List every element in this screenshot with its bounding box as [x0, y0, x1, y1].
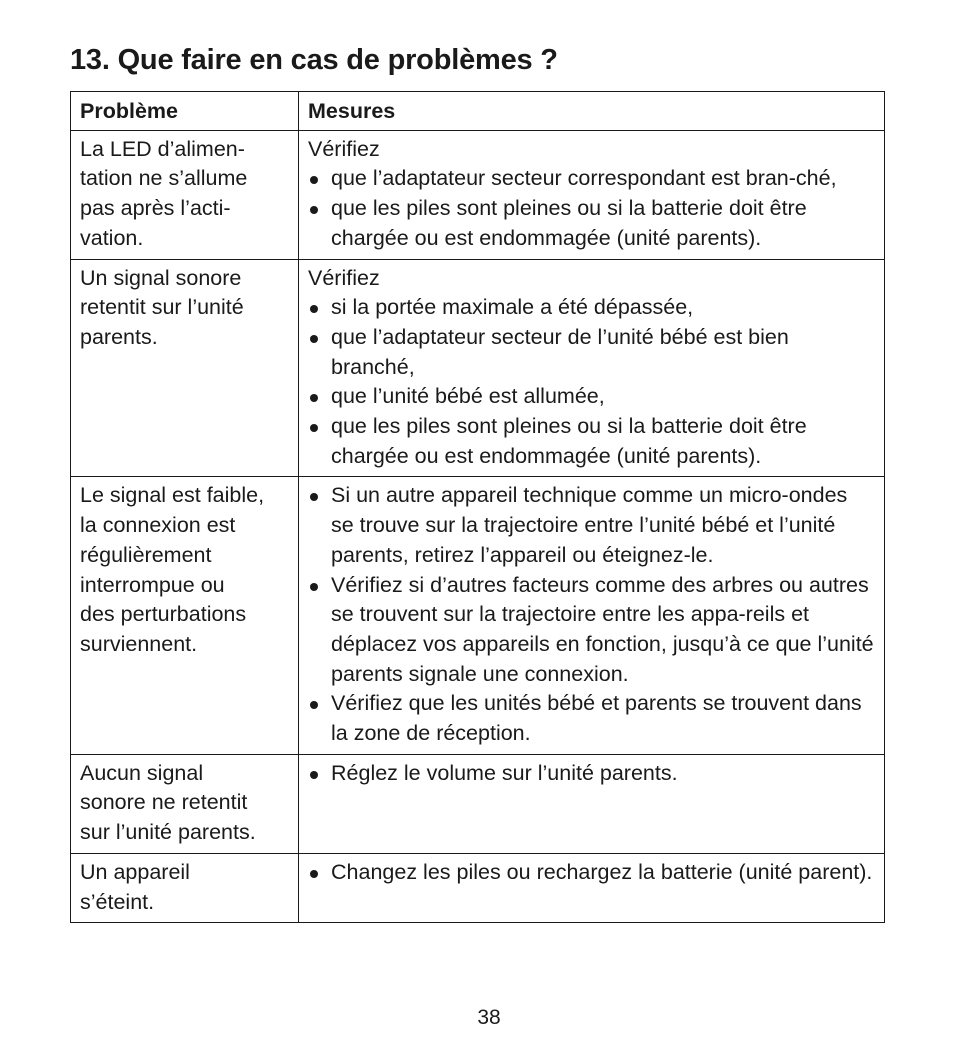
- measures-list: [308, 293, 875, 471]
- page-number: 38: [477, 1006, 501, 1029]
- measures-cell: [299, 259, 885, 477]
- list-item: Réglez le volume sur l’unité parents.: [308, 759, 875, 789]
- problem-cell: [71, 754, 299, 853]
- problem-text: Un appareil s’éteint.: [80, 859, 190, 914]
- measures-cell: [299, 130, 885, 259]
- measures-intro: Vérifiez: [308, 265, 380, 290]
- problem-text: Aucun signal sonore ne retentit sur l’unité parents.: [80, 760, 256, 845]
- problem-cell: [71, 477, 299, 754]
- list-item: Vérifiez que les unités bébé et parents se trouvent dans la zone de réception.: [308, 689, 875, 748]
- measures-cell: [299, 853, 885, 922]
- problem-text: Un signal sonore retentit sur l’unité parents.: [80, 265, 244, 349]
- measures-cell: [299, 754, 885, 853]
- measures-list: [308, 759, 875, 789]
- measures-cell: [299, 477, 885, 754]
- table-row: [71, 853, 885, 922]
- troubleshooting-table: [70, 91, 885, 923]
- page-title: 13. Que faire en cas de problèmes ?: [70, 44, 558, 76]
- list-item: que les piles sont pleines ou si la batterie doit être chargée ou est endommagée (unité parents).: [308, 194, 875, 253]
- list-item: Si un autre appareil technique comme un micro-ondes se trouve sur la trajectoire entre l’unité bébé et l’unité parents, retirez l’appareil ou éteignez-le.: [308, 481, 875, 570]
- table-row: [71, 754, 885, 853]
- table-row: [71, 130, 885, 259]
- problem-text: La LED d’alimen- tation ne s’allume pas après l’acti- vation.: [80, 136, 248, 250]
- table-row: [71, 259, 885, 477]
- measures-list: [308, 164, 875, 253]
- measures-intro: Vérifiez: [308, 136, 380, 161]
- list-item: que l’unité bébé est allumée,: [308, 382, 875, 412]
- list-item: Changez les piles ou rechargez la batterie (unité parent).: [308, 858, 875, 888]
- measures-list: [308, 858, 875, 888]
- table-row: [71, 477, 885, 754]
- header-problem: Problème: [71, 92, 299, 131]
- table-header-row: [71, 92, 885, 131]
- list-item: que les piles sont pleines ou si la batterie doit être chargée ou est endommagée (unité parents).: [308, 412, 875, 471]
- problem-cell: [71, 259, 299, 477]
- problem-text: Le signal est faible, la connexion est régulièrement interrompue ou des perturbations surviennent.: [80, 483, 265, 656]
- problem-cell: [71, 853, 299, 922]
- list-item: que l’adaptateur secteur de l’unité bébé est bien branché,: [308, 323, 875, 382]
- list-item: si la portée maximale a été dépassée,: [308, 293, 875, 323]
- list-item: Vérifiez si d’autres facteurs comme des arbres ou autres se trouvent sur la trajectoire entre les appa-reils et déplacez vos appareils en fonction, jusqu’à ce que l’unité parents signale une connexion.: [308, 571, 875, 690]
- measures-list: [308, 481, 875, 748]
- header-measures: Mesures: [299, 92, 885, 131]
- list-item: que l’adaptateur secteur correspondant est bran-ché,: [308, 164, 875, 194]
- problem-cell: [71, 130, 299, 259]
